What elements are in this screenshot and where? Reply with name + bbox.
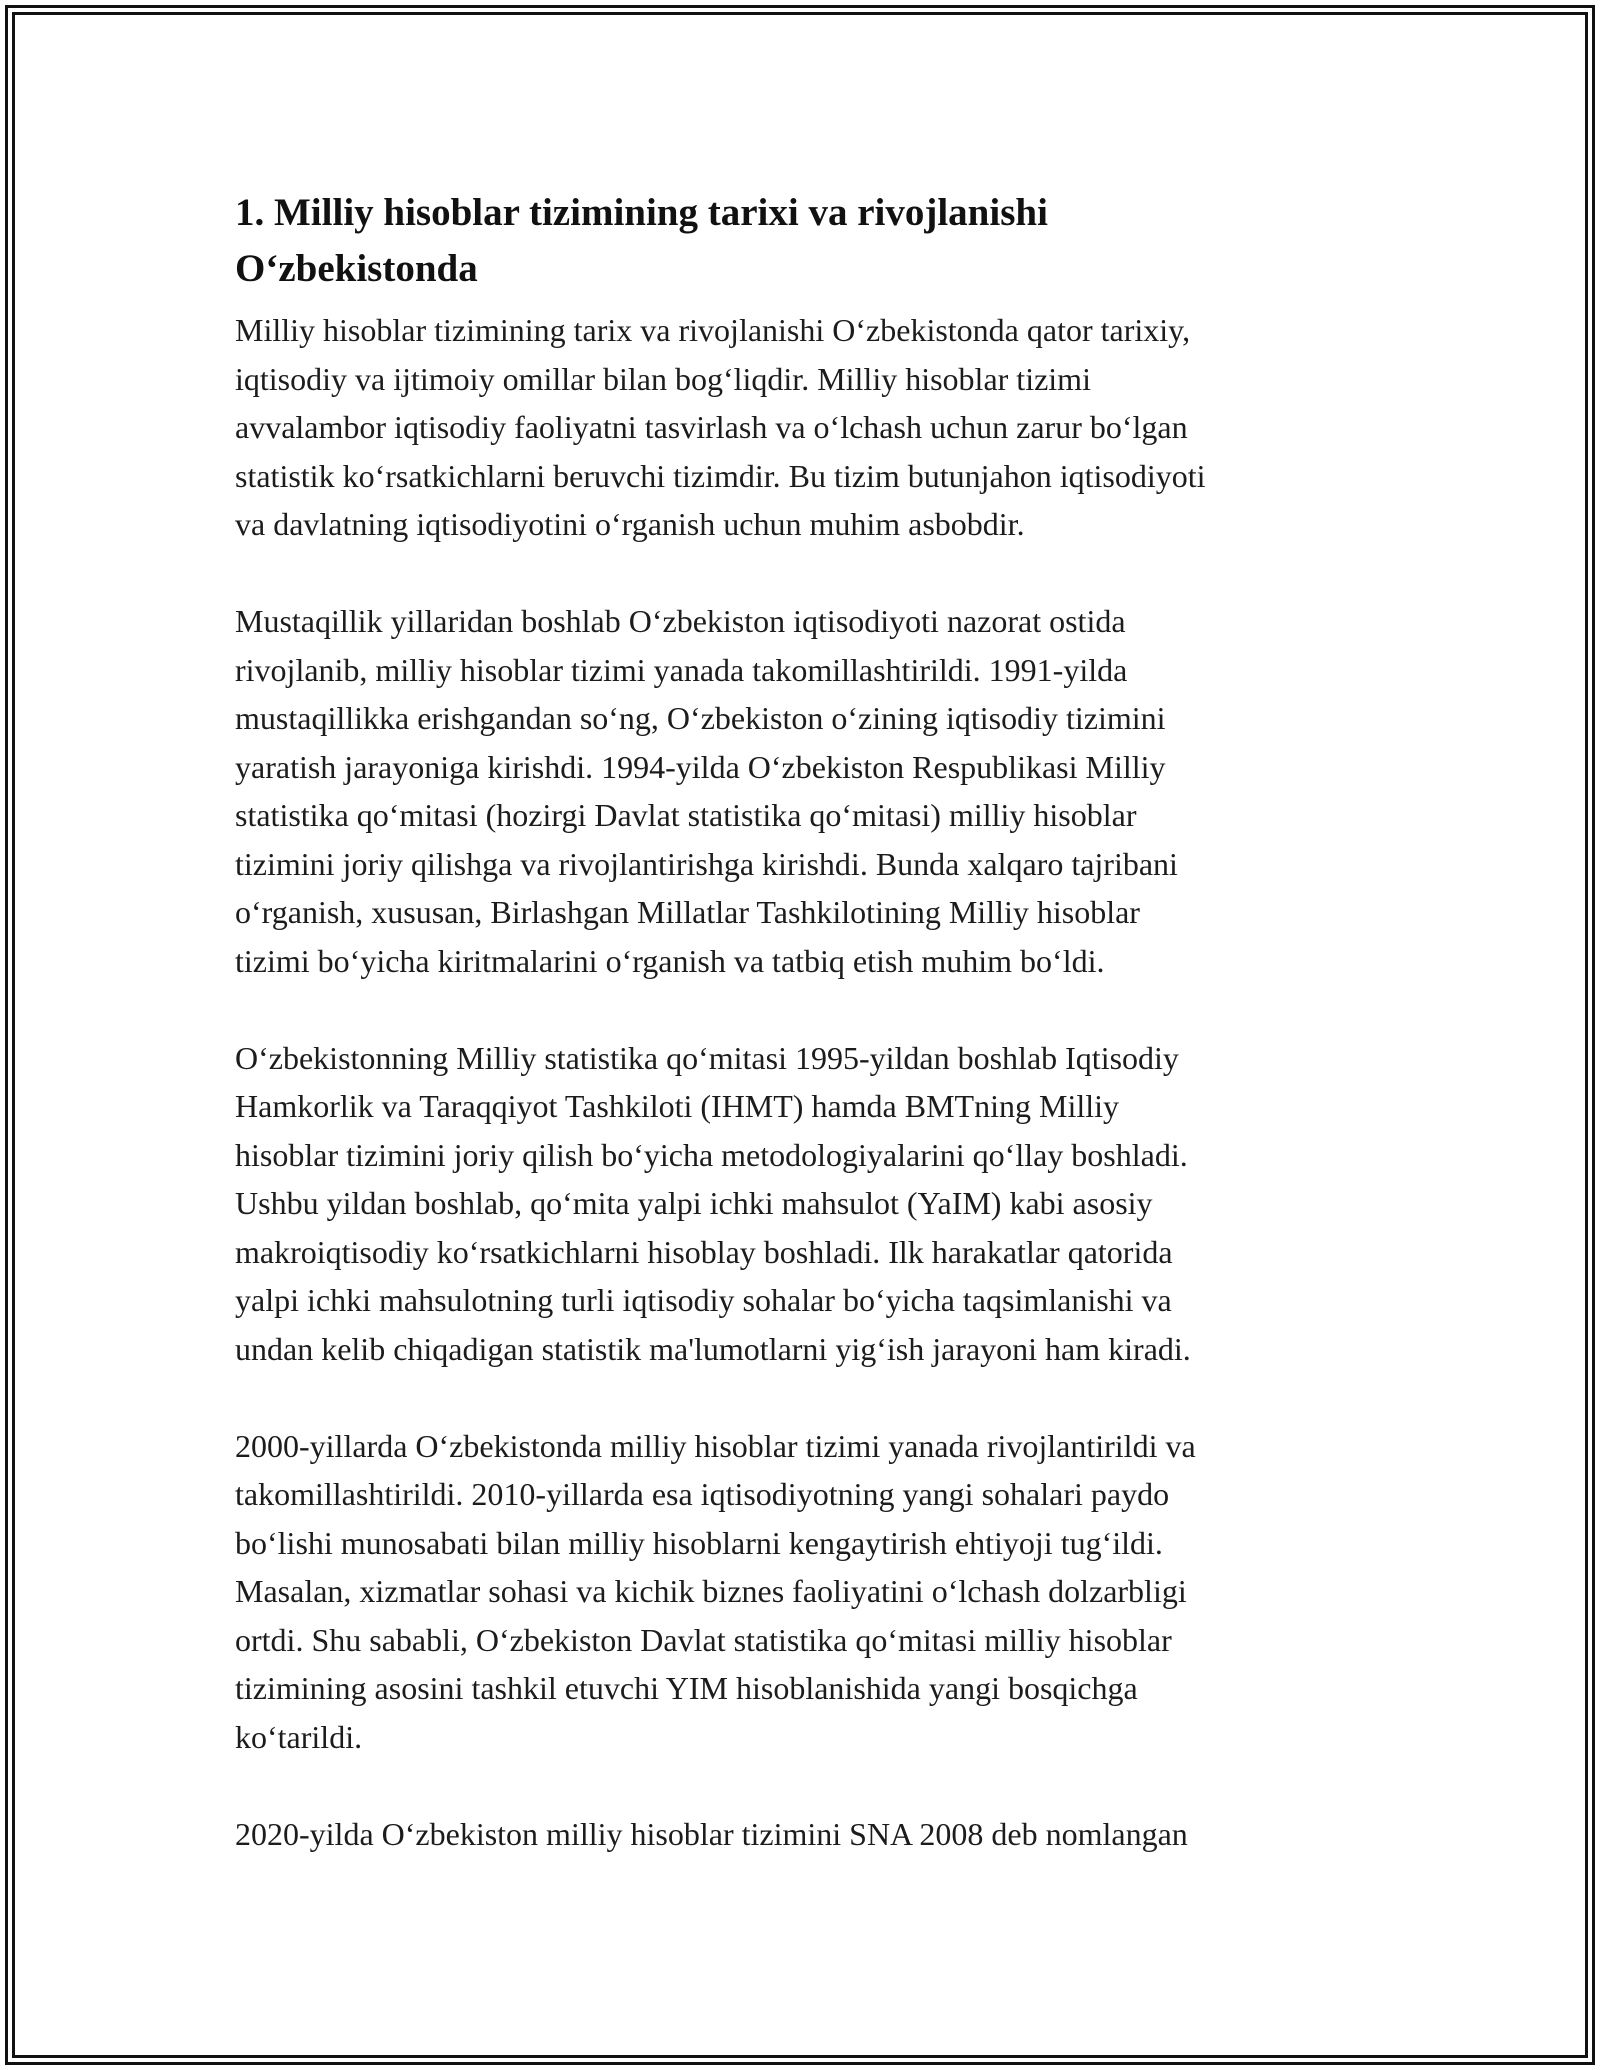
text-line: mustaqillikka erishgandan soʻng, Oʻzbekiston oʻzining iqtisodiy tizimini xyxy=(235,700,1166,736)
text-line: tizimini joriy qilishga va rivojlantirishga kirishdi. Bunda xalqaro tajribani xyxy=(235,845,1178,882)
text-line: undan kelib chiqadigan statistik ma'lumotlarni yigʻish jarayoni ham kiradi. xyxy=(235,1330,1191,1367)
text-line: Mustaqillik yillaridan boshlab Oʻzbekiston iqtisodiyoti nazorat ostida xyxy=(235,603,1126,639)
text-line: Masalan, xizmatlar sohasi va kichik biznes faoliyatini oʻlchash dolzarbligi xyxy=(235,1573,1187,1609)
text-line: koʻtarildi. xyxy=(235,1718,363,1755)
text-line: oʻrganish, xususan, Birlashgan Millatlar Tashkilotining Milliy hisoblar xyxy=(235,894,1140,930)
paragraph-independence xyxy=(235,597,1385,985)
text-line: Oʻzbekistonning Milliy statistika qoʻmitasi 1995-yildan boshlab Iqtisodiy xyxy=(235,1039,1179,1076)
paragraph-2020 xyxy=(235,1810,1385,1859)
paragraph-2000s xyxy=(235,1422,1385,1762)
text-line: va davlatning iqtisodiyotini oʻrganish uchun muhim asbobdir. xyxy=(235,506,1025,542)
text-line: boʻlishi munosabati bilan milliy hisoblarni kengaytirish ehtiyoji tugʻildi. xyxy=(235,1524,1163,1561)
section-heading xyxy=(235,185,1385,297)
document-body xyxy=(235,185,1385,1907)
text-line: 2020-yilda Oʻzbekiston milliy hisoblar tizimini SNA 2008 deb nomlangan xyxy=(235,1815,1188,1852)
paragraph-1995 xyxy=(235,1034,1385,1374)
text-line: Milliy hisoblar tizimining tarix va rivojlanishi Oʻzbekistonda qator tarixiy, xyxy=(235,312,1191,348)
text-line: avvalambor iqtisodiy faoliyatni tasvirlash va oʻlchash uchun zarur boʻlgan xyxy=(235,409,1188,445)
heading-line: 1. Milliy hisoblar tizimining tarixi va rivojlanishi xyxy=(235,191,1048,234)
heading-line: Oʻzbekistonda xyxy=(235,247,478,290)
text-line: Ushbu yildan boshlab, qoʻmita yalpi ichki mahsulot (YaIM) kabi asosiy xyxy=(235,1185,1153,1221)
text-line: hisoblar tizimini joriy qilish boʻyicha metodologiyalarini qoʻllay boshladi. xyxy=(235,1136,1188,1173)
text-line: Hamkorlik va Taraqqiyot Tashkiloti (IHMT) hamda BMTning Milliy xyxy=(235,1088,1119,1124)
text-line: ortdi. Shu sababli, Oʻzbekiston Davlat statistika qoʻmitasi milliy hisoblar xyxy=(235,1621,1172,1658)
text-line: takomillashtirildi. 2010-yillarda esa iqtisodiyotning yangi sohalari paydo xyxy=(235,1476,1170,1512)
text-line: iqtisodiy va ijtimoiy omillar bilan bogʻliqdir. Milliy hisoblar tizimi xyxy=(235,360,1091,397)
paragraph-intro xyxy=(235,306,1385,549)
text-line: yaratish jarayoniga kirishdi. 1994-yilda Oʻzbekiston Respublikasi Milliy xyxy=(235,748,1166,785)
text-line: statistika qoʻmitasi (hozirgi Davlat statistika qoʻmitasi) milliy hisoblar xyxy=(235,797,1137,833)
text-line: makroiqtisodiy koʻrsatkichlarni hisoblay boshladi. Ilk harakatlar qatorida xyxy=(235,1233,1173,1270)
text-line: 2000-yillarda Oʻzbekistonda milliy hisoblar tizimi yanada rivojlantirildi va xyxy=(235,1427,1196,1464)
text-line: yalpi ichki mahsulotning turli iqtisodiy sohalar boʻyicha taqsimlanishi va xyxy=(235,1282,1172,1318)
text-line: rivojlanib, milliy hisoblar tizimi yanada takomillashtirildi. 1991-yilda xyxy=(235,651,1128,688)
text-line: tizimi boʻyicha kiritmalarini oʻrganish va tatbiq etish muhim boʻldi. xyxy=(235,942,1105,979)
text-line: tizimining asosini tashkil etuvchi YIM hisoblanishida yangi bosqichga xyxy=(235,1670,1138,1706)
text-line: statistik koʻrsatkichlarni beruvchi tizimdir. Bu tizim butunjahon iqtisodiyoti xyxy=(235,457,1206,494)
